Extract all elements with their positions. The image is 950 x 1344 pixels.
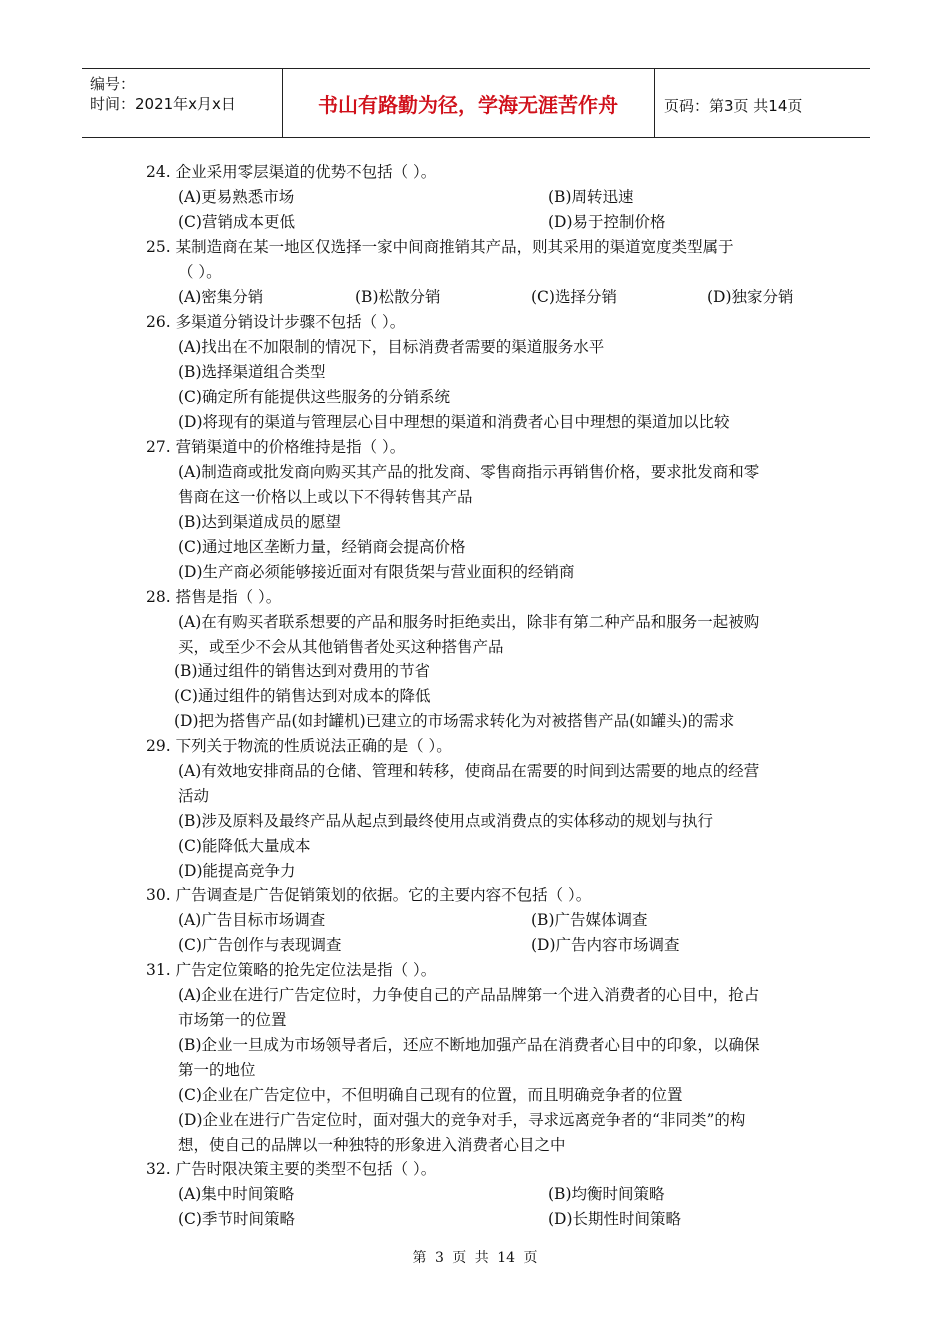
option-text: (D)生产商必须能够接近面对有限货架与营业面积的经销商 [178, 563, 575, 581]
option-text: (B)均衡时间策略 [548, 1185, 665, 1203]
option-text: (D)能提高竞争力 [178, 862, 296, 880]
option-text: (A)制造商或批发商向购买其产品的批发商、零售商指示再销售价格，要求批发商和零 [178, 463, 760, 481]
option-text: (A)更易熟悉市场 [178, 188, 295, 206]
header-info-cell [82, 69, 283, 137]
option-text: (D)企业在进行广告定位时，面对强大的竞争对手，寻求远离竞争者的“非同类”的构 [178, 1111, 746, 1129]
question-text: （ ）。 [178, 263, 222, 281]
option-text: 市场第一的位置 [178, 1011, 287, 1029]
option-text: 想，使自己的品牌以一种独特的形象进入消费者心目之中 [178, 1136, 566, 1154]
option-text: (B)广告媒体调查 [531, 911, 648, 929]
option-text: (C)选择分销 [531, 288, 617, 306]
option-text: (B)通过组件的销售达到对费用的节省 [174, 662, 430, 680]
question-text: 30. 广告调查是广告促销策划的依据。它的主要内容不包括（ ）。 [146, 886, 592, 904]
option-text: (D)将现有的渠道与管理层心目中理想的渠道和消费者心目中理想的渠道加以比较 [178, 413, 730, 431]
page-header [82, 68, 870, 138]
option-text: (A)在有购买者联系想要的产品和服务时拒绝卖出，除非有第二种产品和服务一起被购 [178, 613, 760, 631]
option-text: (C)营销成本更低 [178, 213, 295, 231]
number-label: 编号： [90, 75, 136, 93]
option-text: (C)通过地区垄断力量，经销商会提高价格 [178, 538, 466, 556]
option-text: (A)有效地安排商品的仓储、管理和转移，使商品在需要的时间到达需要的地点的经营 [178, 762, 760, 780]
option-text: (B)选择渠道组合类型 [178, 363, 326, 381]
option-text: (B)周转迅速 [548, 188, 634, 206]
option-text: (C)企业在广告定位中，不但明确自己现有的位置，而且明确竞争者的位置 [178, 1086, 683, 1104]
header-motto: 书山有路勤为径，学海无涯苦作舟 [282, 69, 655, 137]
question-text: 24. 企业采用零层渠道的优势不包括（ ）。 [146, 163, 437, 181]
option-text: (D)长期性时间策略 [548, 1210, 682, 1228]
header-page-info: 页码：第3页 共14页 [664, 97, 803, 115]
question-text: 29. 下列关于物流的性质说法正确的是（ ）。 [146, 737, 452, 755]
option-text: (A)集中时间策略 [178, 1185, 295, 1203]
option-text: (D)广告内容市场调查 [531, 936, 680, 954]
option-text: (A)找出在不加限制的情况下，目标消费者需要的渠道服务水平 [178, 338, 605, 356]
option-text: (C)确定所有能提供这些服务的分销系统 [178, 388, 450, 406]
option-text: (B)涉及原料及最终产品从起点到最终使用点或消费点的实体移动的规划与执行 [178, 812, 713, 830]
option-text: (C)能降低大量成本 [178, 837, 311, 855]
option-text: (D)把为搭售产品(如封罐机)已建立的市场需求转化为对被搭售产品(如罐头)的需求 [174, 712, 735, 730]
option-text: (B)松散分销 [355, 288, 441, 306]
option-text: (B)达到渠道成员的愿望 [178, 513, 341, 531]
option-text: (D)独家分销 [707, 288, 794, 306]
question-text: 26. 多渠道分销设计步骤不包括（ ）。 [146, 313, 406, 331]
option-text: 活动 [178, 787, 210, 805]
question-text: 32. 广告时限决策主要的类型不包括（ ）。 [146, 1160, 437, 1178]
question-text: 28. 搭售是指（ ）。 [146, 588, 282, 606]
page-footer: 第 3 页 共 14 页 [412, 1250, 538, 1266]
option-text: (A)广告目标市场调查 [178, 911, 326, 929]
option-text: (C)广告创作与表现调查 [178, 936, 342, 954]
question-text: 31. 广告定位策略的抢先定位法是指（ ）。 [146, 961, 437, 979]
option-text: (C)通过组件的销售达到对成本的降低 [174, 687, 431, 705]
option-text: (A)密集分销 [178, 288, 264, 306]
option-text: 买，或至少不会从其他销售者处买这种搭售产品 [178, 638, 504, 656]
time-label: 时间：2021年x月x日 [90, 95, 236, 113]
option-text: 售商在这一价格以上或以下不得转售其产品 [178, 488, 473, 506]
option-text: 第一的地位 [178, 1061, 256, 1079]
question-text: 27. 营销渠道中的价格维持是指（ ）。 [146, 438, 406, 456]
question-text: 25. 某制造商在某一地区仅选择一家中间商推销其产品，则其采用的渠道宽度类型属于 [146, 238, 734, 256]
option-text: (A)企业在进行广告定位时，力争使自己的产品品牌第一个进入消费者的心目中，抢占 [178, 986, 760, 1004]
option-text: (C)季节时间策略 [178, 1210, 295, 1228]
option-text: (B)企业一旦成为市场领导者后，还应不断地加强产品在消费者心目中的印象，以确保 [178, 1036, 760, 1054]
option-text: (D)易于控制价格 [548, 213, 666, 231]
